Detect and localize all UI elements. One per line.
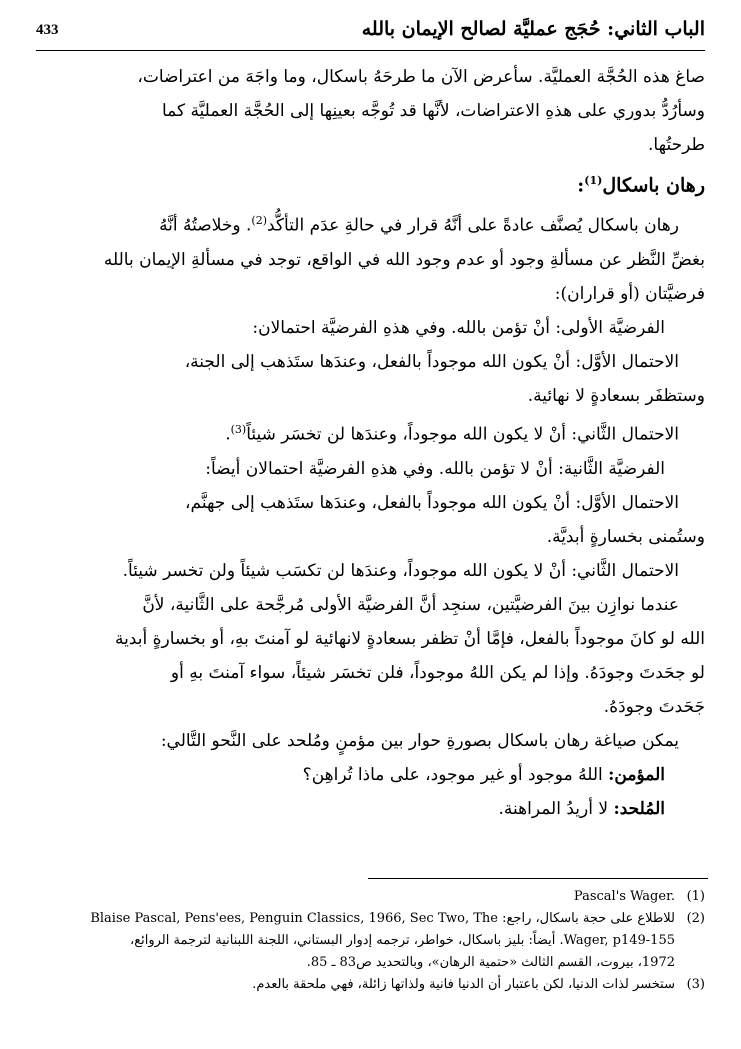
footnote — [36, 908, 705, 930]
footnote-separator — [368, 878, 708, 879]
footnotes — [36, 886, 705, 996]
footnote-continuation — [36, 952, 705, 974]
footnote-text: للاطلاع على حجة باسكال، راجع: Blaise Pascal, Pens'ees, Penguin Classics, 1966, Sec Two, The — [90, 911, 675, 926]
section-heading — [36, 162, 705, 204]
possibility-line — [36, 413, 705, 452]
main-text — [36, 60, 705, 826]
dialog-intro: يمكن صياغة رهان باسكال بصورةِ حوار بين مؤمنٍ ومُلحد على النَّحو التَّالي: — [160, 730, 679, 751]
page-number: 433 — [36, 22, 59, 38]
footnote-continuation — [36, 930, 705, 952]
footnote-marker: (1) — [584, 174, 603, 187]
paragraph-line: لو جحَدتَ وجودَهُ. وإذا لم يكن اللهُ موجوداً، فلن تخسَر شيئاً، سواء آمنتَ بهِ أو — [170, 662, 705, 683]
paragraph-line: وسأرُدُّ بدوري على هذهِ الاعتراضات، لأنَّها قد تُوجَّه بعينِها إلى الحُجَّة العمليَّة كما — [161, 101, 705, 121]
possibility-line: الاحتمال الأوَّل: أنْ يكون الله موجوداً بالفعل، وعندَها ستَذهب إلى جهنَّم، — [185, 492, 679, 513]
text-run: رهان باسكال يُصنَّف عادةً على أنَّهُ قرار في حالةِ عدَم التأكُّد — [266, 215, 679, 236]
speaker-label: المؤمن: — [608, 764, 665, 785]
page-header — [36, 16, 705, 51]
footnote-text: 1972، بيروت، القسم الثالث «حتمية الرهان»، وبالتحديد ص83 ـ 85. — [306, 955, 675, 970]
speaker-text: اللهُ موجود أو غير موجود، على ماذا تُراهِن؟ — [302, 764, 609, 785]
dialog-believer — [36, 758, 705, 792]
footnote-marker: (2) — [251, 214, 267, 228]
running-title: الباب الثاني: حُجَج عمليَّة لصالح الإيمان بالله — [361, 18, 705, 40]
section-heading-colon: : — [577, 174, 585, 197]
text-run: . وخلاصتُهُ أنَّهُ — [159, 215, 252, 236]
paragraph-line: صاغ هذه الحُجَّة العمليَّة. سأعرض الآن ما طرحَهُ باسكال، وما واجَهَ من اعتراضات، — [137, 67, 705, 87]
speaker-label: المُلحد: — [613, 798, 665, 819]
footnote — [36, 974, 705, 996]
footnote-text: ستخسر لذات الدنيا، لكن باعتبار أن الدنيا فانية ولذاتها زائلة، فهي ملحقة بالعدم. — [252, 977, 675, 992]
hypothesis-two: الفرضيَّة الثَّانية: أنْ لا تؤمن بالله. وفي هذهِ الفرضيَّة احتمالان أيضاً: — [205, 458, 665, 479]
dialog-atheist — [36, 792, 705, 826]
paragraph-line: بغضِّ النَّظر عن مسألةِ وجود أو عدم وجود الله في الواقع، توجد في مسألةِ الإيمان بالله — [103, 249, 705, 270]
paragraph-line — [36, 204, 705, 243]
footnote-number: (3) — [686, 977, 705, 992]
possibility-line: وستظفَر بسعادةٍ لا نهائية. — [527, 385, 705, 406]
paragraph-line: الله لو كانَ موجوداً بالفعل، فإمَّا أنْ تظفر بسعادةٍ لانهائية لو آمنتَ بهِ، أو بخسارةٍ أبدية — [114, 628, 705, 649]
text-run: الاحتمال الثَّاني: أنْ لا يكون الله موجوداً، وعندَها لن تخسَر شيئاً — [246, 424, 679, 445]
footnote-number: (2) — [686, 911, 705, 926]
footnote-number: (1) — [686, 889, 705, 904]
footnote-text: Wager, p149-155. أيضاً: بليز باسكال، خواطر، ترجمه إدوار البستاني، اللجنة اللبنانية لترجمة الروائع، — [130, 933, 675, 948]
footnote-marker: (3) — [230, 422, 247, 436]
paragraph-line: جَحَدتَ وجودَهُ. — [603, 696, 705, 717]
text-run: . — [225, 424, 231, 445]
possibility-line: الاحتمال الثَّاني: أنْ لا يكون الله موجوداً، وعندَها لن تكسَب شيئاً ولن تخسر شيئاً. — [122, 560, 679, 581]
possibility-line: الاحتمال الأوَّل: أنْ يكون الله موجوداً بالفعل، وعندَها ستَذهب إلى الجنة، — [184, 351, 679, 372]
paragraph-line: فرضيَّتان (أو قراران): — [554, 283, 705, 304]
footnote-text: Pascal's Wager. — [573, 889, 675, 904]
footnote — [36, 886, 705, 908]
section-heading-text: رهان باسكال — [602, 174, 705, 197]
possibility-line: وستُمنى بخسارةٍ أبديَّة. — [546, 526, 705, 547]
hypothesis-one: الفرضيَّة الأولى: أنْ تؤمن بالله. وفي هذهِ الفرضيَّة احتمالان: — [252, 317, 665, 338]
paragraph-line: عندما نوازِن بينَ الفرضيَّتين، سنجِد أنَّ الفرضيَّة الأولى مُرجَّحة على الثَّانية، لأنَّ — [142, 594, 679, 615]
speaker-text: لا أريدُ المراهنة. — [498, 798, 614, 819]
paragraph-line: طرحتُها. — [648, 135, 705, 155]
